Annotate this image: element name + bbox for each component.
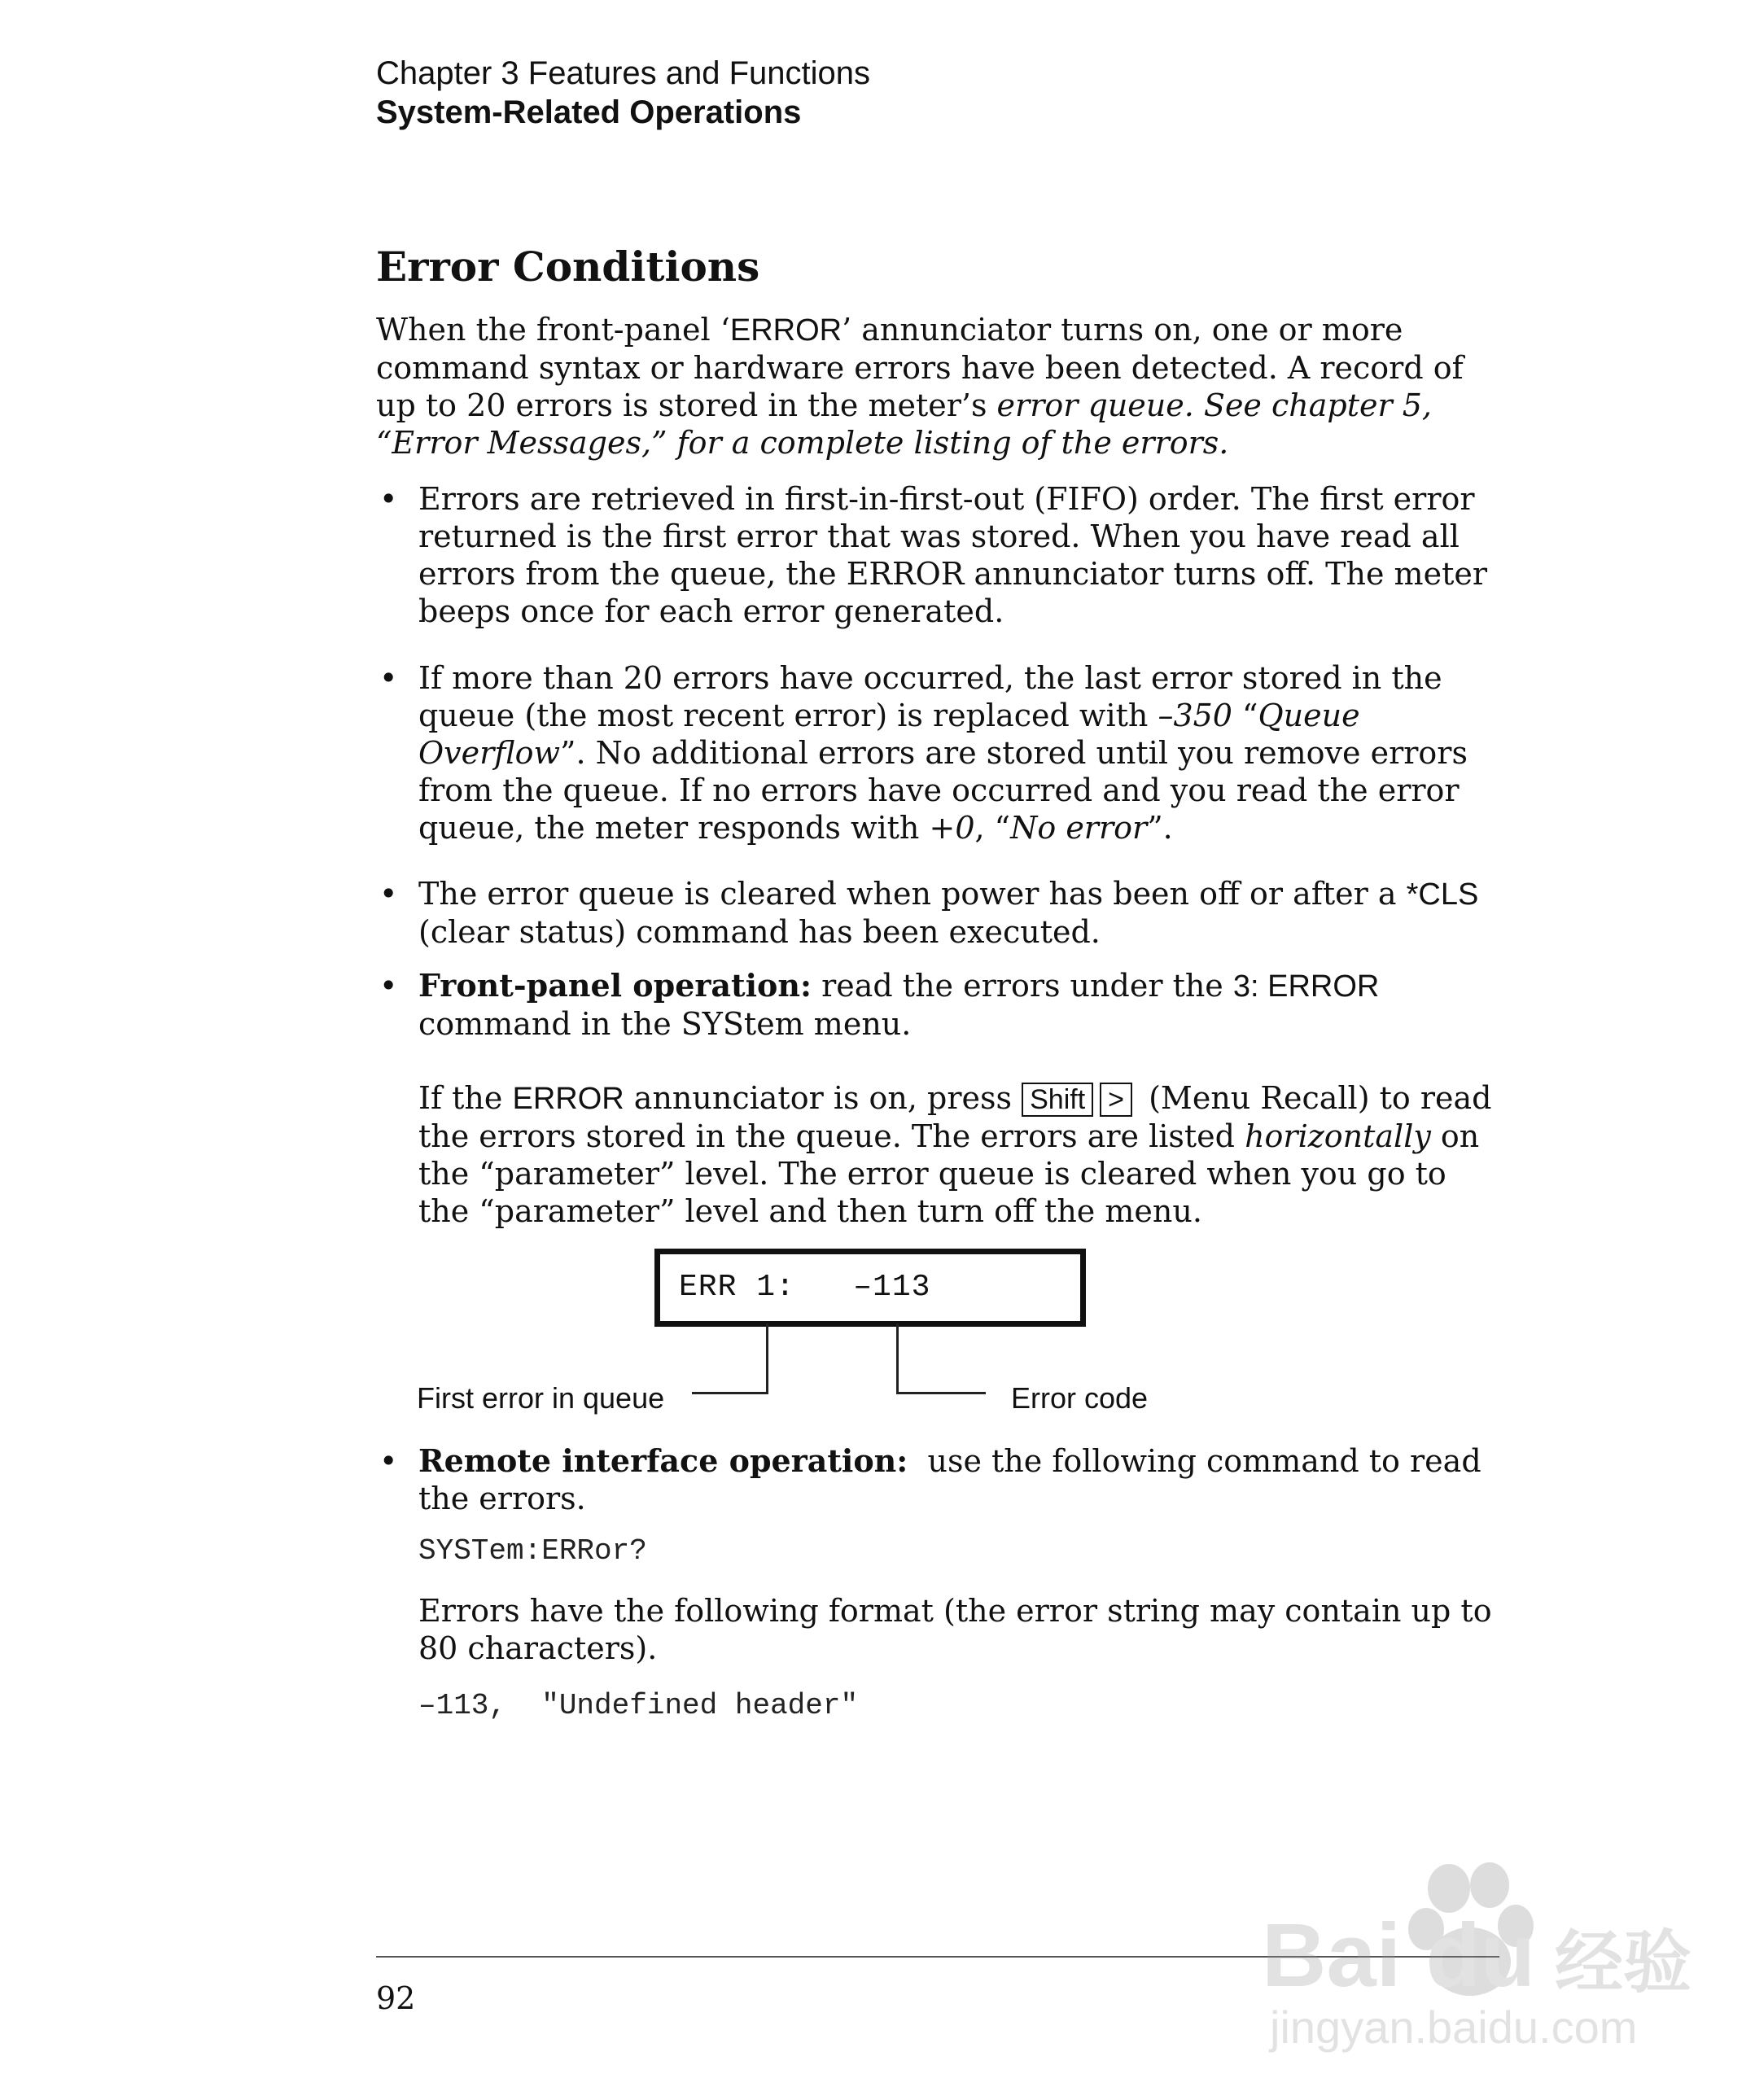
- overflow-text-1: If more than 20 errors have occurred, the last error stored in the queue (the most recent error) is replaced with: [418, 660, 1442, 733]
- intro-italic-2: . See chapter 5, “Error Messages,” for a complete listing of the errors.: [376, 387, 1432, 461]
- bullet-icon: •: [379, 968, 398, 1004]
- overflow-text-2: “: [1232, 698, 1258, 733]
- callout-line-left-horizontal: [692, 1392, 768, 1394]
- baidu-watermark: [1254, 1848, 1692, 2059]
- callout-first-error: First error in queue: [417, 1381, 665, 1415]
- fp2-error-word: ERROR: [512, 1082, 624, 1116]
- overflow-msg-2: No error: [1010, 810, 1148, 846]
- front-panel-paragraph-2: [418, 1079, 1501, 1230]
- fp2-text-2: annunciator is on, press: [624, 1080, 1022, 1116]
- remote-command: SYSTem:ERRor?: [418, 1534, 647, 1568]
- bullet-front-panel: [418, 967, 1501, 1043]
- page-heading: Error Conditions: [376, 243, 760, 291]
- lcd-text: ERR 1: –113: [679, 1270, 931, 1305]
- front-panel-menu-item: 3: ERROR: [1232, 969, 1380, 1004]
- overflow-code-1: –350: [1158, 698, 1232, 733]
- fp2-text-1: If the: [418, 1080, 513, 1116]
- front-panel-text-1: read the errors under the: [812, 968, 1233, 1004]
- cleared-text-1: The error queue is cleared when power has been off or after a: [418, 876, 1407, 912]
- callout-line-right-vertical: [896, 1323, 899, 1393]
- callout-line-right-horizontal: [896, 1392, 986, 1394]
- bullet-cleared: [418, 875, 1501, 951]
- intro-paragraph: [376, 311, 1499, 462]
- bullet-overflow: [418, 659, 1501, 847]
- overflow-text-5: ”.: [1147, 810, 1173, 846]
- callout-line-left-vertical: [766, 1323, 768, 1393]
- front-panel-label: Front-panel operation:: [418, 967, 812, 1004]
- page-number: 92: [376, 1980, 416, 2016]
- bullet-icon: •: [379, 481, 398, 517]
- remote-example: –113, "Undefined header": [418, 1689, 859, 1722]
- cleared-cmd: *CLS: [1406, 877, 1479, 912]
- cleared-text-2: (clear status) command has been executed.: [418, 914, 1101, 950]
- intro-text-1: When the front-panel ‘: [376, 312, 730, 348]
- intro-italic-1: error queue: [996, 387, 1184, 423]
- watermark-url: jingyan.baidu.com: [1270, 2002, 1638, 2053]
- fp2-text-4: on the “parameter” level. The error queue is cleared when you go to the “parameter” level and then turn off the menu.: [418, 1118, 1480, 1229]
- watermark-brand: Bai du: [1262, 1905, 1536, 2006]
- front-panel-text-2: command in the SYStem menu.: [418, 1006, 912, 1042]
- bullet-icon: •: [379, 1443, 398, 1479]
- callout-error-code: Error code: [1011, 1381, 1149, 1415]
- shift-key: Shift: [1022, 1083, 1093, 1117]
- fp2-italic: horizontally: [1245, 1118, 1431, 1154]
- intro-error-word: ERROR: [729, 313, 842, 348]
- intro-text-2: ’ annunciator turns on, one or more command syntax or hardware errors have been detected. A record of up to 20 errors is stored in the meter’s: [376, 312, 1464, 423]
- overflow-msg-1: Queue Overflow: [418, 698, 1360, 771]
- overflow-code-2: +0: [929, 810, 975, 846]
- overflow-text-3: ”. No additional errors are stored until you remove errors from the queue. If no errors have occurred and you read the error queue, the meter responds with: [418, 735, 1468, 846]
- bullet-icon: •: [379, 660, 398, 696]
- overflow-text-4: , “: [974, 810, 1011, 846]
- bullet-remote: [418, 1442, 1501, 1517]
- section-title: System-Related Operations: [376, 94, 802, 130]
- bullet-icon: •: [379, 876, 398, 912]
- bullet-fifo: Errors are retrieved in first-in-first-out (FIFO) order. The first error returned is the first error that was stored. When you have read all errors from the queue, the ERROR annunciator turns off. The meter beeps once for each error generated.: [418, 481, 1488, 629]
- fp2-text-3: (Menu Recall) to read the errors stored in the queue. The errors are listed: [418, 1080, 1492, 1154]
- chapter-title: Chapter 3 Features and Functions: [376, 55, 871, 91]
- watermark-cn: 经验: [1555, 1923, 1692, 2002]
- menu-recall-key: >: [1100, 1083, 1132, 1117]
- remote-label: Remote interface operation:: [418, 1442, 908, 1479]
- remote-text-1: use the following command to read the errors.: [418, 1443, 1491, 1516]
- remote-format-text: Errors have the following format (the error string may contain up to 80 characters).: [418, 1593, 1492, 1666]
